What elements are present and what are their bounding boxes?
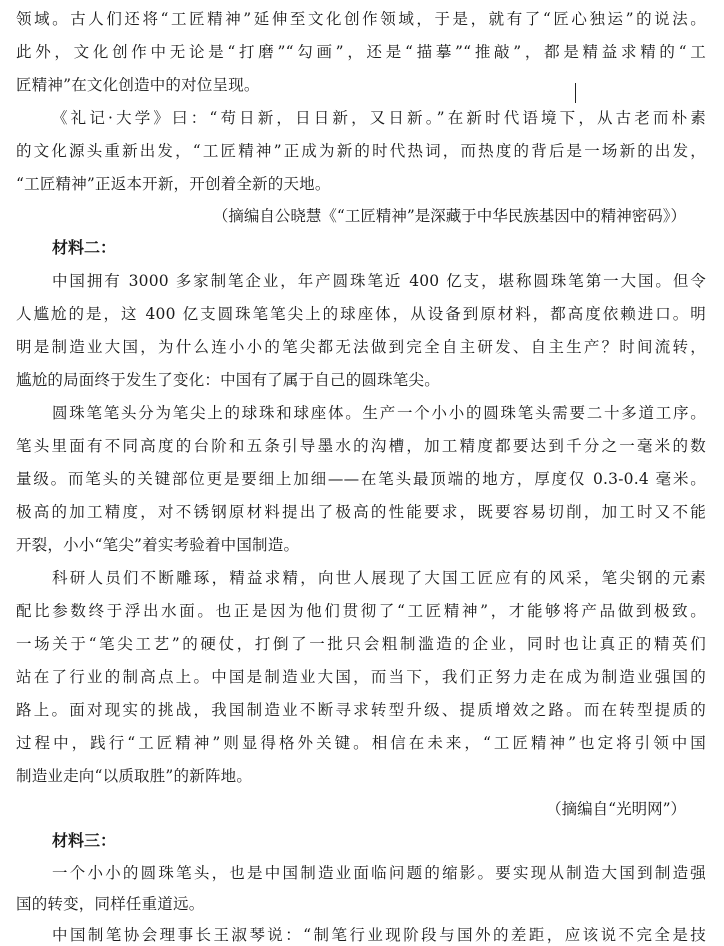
paragraph-line: 量级。而笔头的关键部位更是要细上加细——在笔头最顶端的地方，厚度仅 0.3-0.4 毫米。 bbox=[16, 470, 706, 488]
paragraph-line: 匠精神”在文化创造中的对位呈现。 bbox=[16, 76, 260, 94]
paragraph-line: 路上。面对现实的挑战，我国制造业不断寻求转型升级、提质增效之路。而在转型提质的 bbox=[16, 701, 706, 719]
paragraph-line: 国的转变，同样任重道远。 bbox=[16, 895, 205, 913]
paragraph-line: 过程中，践行“工匠精神”则显得格外关键。相信在未来，“工匠精神”也定将引领中国 bbox=[16, 734, 706, 752]
paragraph-line: 站在了行业的制高点上。中国是制造业大国，而当下，我们正努力走在成为制造业强国的 bbox=[16, 668, 706, 686]
paragraph-line: 领域。古人们还将“工匠精神”延伸至文化创作领域，于是，就有了“匠心独运”的说法。 bbox=[16, 10, 706, 28]
paragraph-line: 极高的加工精度，对不锈钢原材料提出了极高的性能要求，既要容易切削，加工时又不能 bbox=[16, 503, 706, 521]
text-cursor bbox=[575, 83, 576, 103]
paragraph-line: 笔头里面有不同高度的台阶和五条引导墨水的沟槽，加工精度都要达到千分之一毫米的数 bbox=[16, 437, 706, 455]
section-heading: 材料二： bbox=[52, 238, 117, 257]
paragraph-line: 《礼记·大学》曰：“苟日新，日日新，又日新。”在新时代语境下，从古老而朴素 bbox=[52, 109, 706, 127]
source-citation: （摘编自公晓慧《“工匠精神”是深藏于中华民族基因中的精神密码》） bbox=[212, 207, 686, 225]
paragraph-line: 尴尬的局面终于发生了变化：中国有了属于自己的圆珠笔尖。 bbox=[16, 371, 440, 389]
paragraph-line: “工匠精神”正返本开新，开创着全新的天地。 bbox=[16, 175, 331, 193]
source-citation: （摘编自“光明网”） bbox=[546, 800, 686, 818]
paragraph-line: 开裂，小小“笔尖”着实考验着中国制造。 bbox=[16, 536, 300, 554]
paragraph-line: 制造业走向“以质取胜”的新阵地。 bbox=[16, 767, 253, 785]
paragraph-line: 明是制造业大国，为什么连小小的笔尖都无法做到完全自主研发、自主生产？时间流转， bbox=[16, 338, 706, 356]
section-heading: 材料三： bbox=[52, 831, 117, 850]
paragraph-line: 中国制笔协会理事长王淑琴说：“制笔行业现阶段与国外的差距，应该说不完全是技 bbox=[52, 926, 706, 944]
paragraph-line: 圆珠笔笔头分为笔尖上的球珠和球座体。生产一个小小的圆珠笔头需要二十多道工序。 bbox=[52, 404, 706, 422]
paragraph-line: 一场关于“笔尖工艺”的硬仗，打倒了一批只会粗制滥造的企业，同时也让真正的精英们 bbox=[16, 635, 706, 653]
paragraph-line: 人尴尬的是，这 400 亿支圆珠笔笔尖上的球座体，从设备到原材料，都高度依赖进口。明 bbox=[16, 305, 706, 323]
paragraph-line: 配比参数终于浮出水面。也正是因为他们贯彻了“工匠精神”，才能够将产品做到极致。 bbox=[16, 602, 706, 620]
paragraph-line: 中国拥有 3000 多家制笔企业，年产圆珠笔近 400 亿支，堪称圆珠笔第一大国。但令 bbox=[52, 272, 706, 290]
paragraph-line: 此外，文化创作中无论是“打磨”“勾画”，还是“描摹”“推敲”，都是精益求精的“工 bbox=[16, 43, 706, 61]
paragraph-line: 科研人员们不断雕琢，精益求精，向世人展现了大国工匠应有的风采，笔尖钢的元素 bbox=[52, 569, 706, 587]
paragraph-line: 一个小小的圆珠笔头，也是中国制造业面临问题的缩影。要实现从制造大国到制造强 bbox=[52, 864, 706, 882]
paragraph-line: 的文化源头重新出发，“工匠精神”正成为新的时代热词，而热度的背后是一场新的出发， bbox=[16, 142, 706, 160]
